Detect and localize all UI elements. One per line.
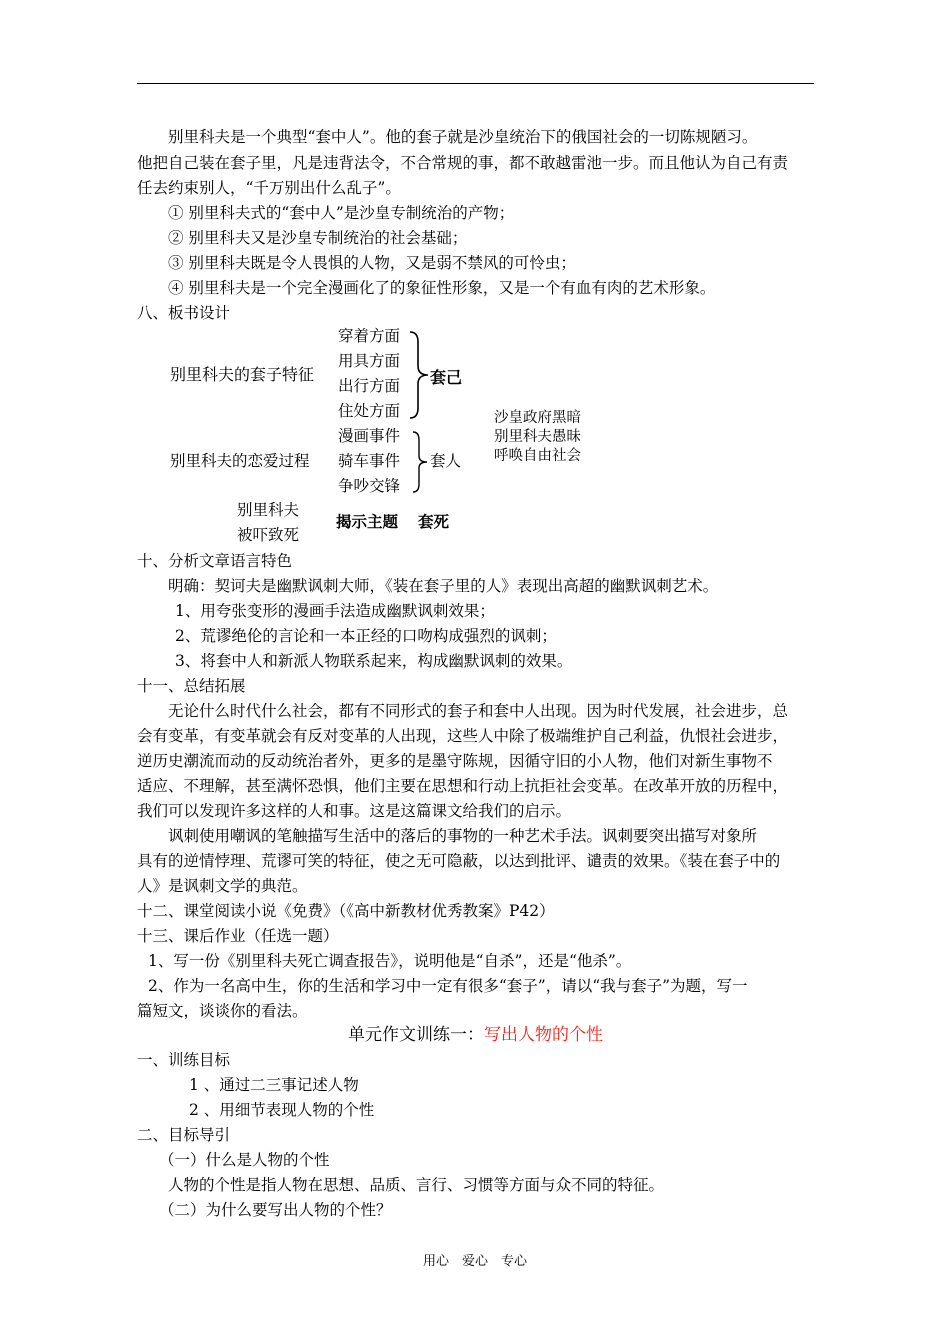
sec11-para1-line: 适应、不理解，甚至满怀恐惧，他们主要在思想和行动上抗拒社会变革。在改革开放的历程中， bbox=[137, 777, 789, 795]
group1-label: 别里科夫的套子特征 bbox=[170, 365, 315, 384]
group3-label-line: 被吓致死 bbox=[237, 526, 300, 544]
side-note: 呼唤自由社会 bbox=[494, 448, 581, 464]
intro-point-4: ④ 别里科夫是一个完全漫画化了的象征性形象，又是一个有血有肉的艺术形象。 bbox=[168, 279, 716, 297]
sec13-heading: 十三、课后作业（任选一题） bbox=[137, 927, 339, 945]
board-heading: 八、板书设计 bbox=[137, 304, 231, 322]
intro-line-3: 任去约束别人，“千万别出什么乱子”。 bbox=[137, 179, 401, 197]
homework-item-2-line-2: 篇短文，谈谈你的看法。 bbox=[137, 1002, 308, 1020]
unit-title bbox=[137, 1024, 814, 1046]
sec10-heading: 十、分析文章语言特色 bbox=[137, 552, 293, 570]
sec10-item: 1、用夸张变形的漫画手法造成幽默讽刺效果； bbox=[175, 602, 495, 620]
group1-result: 套己 bbox=[430, 368, 463, 387]
sec11-para2-line: 具有的逆情悖理、荒谬可笑的特征，使之无可隐蔽，以达到批评、谴责的效果。《装在套子中的 bbox=[137, 852, 781, 870]
group2-item: 争吵交锋 bbox=[338, 477, 401, 495]
intro-line-2: 他把自己装在套子里，凡是违背法令，不合常规的事，都不敢越雷池一步。而且他认为自己有责 bbox=[137, 154, 789, 172]
intro-line-1: 别里科夫是一个典型“套中人”。他的套子就是沙皇统治下的俄国社会的一切陈规陋习。 bbox=[168, 128, 758, 146]
train-goal: 2 、用细节表现人物的个性 bbox=[189, 1101, 375, 1119]
curly-brace-icon bbox=[411, 430, 429, 494]
train-sub-1-text: 人物的个性是指人物在思想、品质、言行、习惯等方面与众不同的特征。 bbox=[168, 1176, 665, 1194]
side-note: 别里科夫愚昧 bbox=[494, 429, 581, 445]
group1-item: 住处方面 bbox=[338, 402, 401, 420]
group2-result: 套人 bbox=[430, 452, 462, 470]
sec10-item: 3、将套中人和新派人物联系起来，构成幽默讽刺的效果。 bbox=[175, 652, 573, 670]
sec11-para1-line: 会有变革，有变革就会有反对变革的人出现，这些人中除了极端维护自己利益，仇恨社会进步， bbox=[137, 727, 789, 745]
train-sub-2: （二）为什么要写出人物的个性？ bbox=[159, 1201, 392, 1219]
group3-result: 套死 bbox=[418, 513, 450, 531]
header-rule bbox=[137, 83, 814, 84]
sec11-para1-line: 逆历史潮流而动的反动统治者外，更多的是墨守陈规，因循守旧的小人物，他们对新生事物不 bbox=[137, 752, 773, 770]
sec10-item: 2、荒谬绝伦的言论和一本正经的口吻构成强烈的讽刺； bbox=[175, 627, 557, 645]
train-goal: 1 、通过二三事记述人物 bbox=[189, 1076, 359, 1094]
intro-point-1: ① 别里科夫式的“套中人”是沙皇专制统治的产物； bbox=[168, 204, 515, 222]
intro-point-2: ② 别里科夫又是沙皇专制统治的社会基础； bbox=[168, 229, 468, 247]
sec12-heading: 十二、课堂阅读小说《免费》（《高中新教材优秀教案》P42） bbox=[137, 902, 555, 920]
sec11-para1-line: 无论什么时代什么社会，都有不同形式的套子和套中人出现。因为时代发展，社会进步，总 bbox=[168, 702, 789, 720]
group1-item: 出行方面 bbox=[338, 377, 401, 395]
side-note: 沙皇政府黑暗 bbox=[494, 410, 581, 426]
group2-label: 别里科夫的恋爱过程 bbox=[170, 452, 310, 470]
sec11-para1-line: 我们可以发现许多这样的人和事。这是这篇课文给我们的启示。 bbox=[137, 802, 572, 820]
group3-label-line: 别里科夫 bbox=[237, 501, 300, 519]
homework-item-1: 1、写一份《别里科夫死亡调查报告》，说明他是“自杀”，还是“他杀”。 bbox=[148, 952, 632, 970]
group1-item: 用具方面 bbox=[338, 352, 401, 370]
group2-item: 漫画事件 bbox=[338, 427, 401, 445]
sec11-para2-line: 讽刺使用嘲讽的笔触描写生活中的落后的事物的一种艺术手法。讽刺要突出描写对象所 bbox=[168, 827, 758, 845]
group3-theme: 揭示主题 bbox=[336, 513, 399, 531]
train-heading-2: 二、目标导引 bbox=[137, 1126, 231, 1144]
sec11-para2-line: 人》是讽刺文学的典范。 bbox=[137, 877, 308, 895]
sec11-heading: 十一、总结拓展 bbox=[137, 677, 246, 695]
unit-title-prefix: 单元作文训练一： bbox=[348, 1025, 484, 1045]
group2-item: 骑车事件 bbox=[338, 452, 401, 470]
page-footer: 用心 爱心 专心 bbox=[422, 1254, 527, 1269]
train-sub-1: （一）什么是人物的个性 bbox=[159, 1151, 330, 1169]
sec10-intro: 明确：契诃夫是幽默讽刺大师，《装在套子里的人》表现出高超的幽默讽刺艺术。 bbox=[168, 577, 719, 595]
unit-title-accent: 写出人物的个性 bbox=[484, 1025, 603, 1045]
intro-point-3: ③ 别里科夫既是令人畏惧的人物，又是弱不禁风的可怜虫； bbox=[168, 254, 576, 272]
train-heading-1: 一、训练目标 bbox=[137, 1051, 231, 1069]
homework-item-2-line-1: 2、作为一名高中生，你的生活和学习中一定有很多“套子”，请以“我与套子”为题，写一 bbox=[148, 977, 748, 995]
curly-brace-icon bbox=[408, 330, 430, 420]
group1-item: 穿着方面 bbox=[338, 327, 401, 345]
